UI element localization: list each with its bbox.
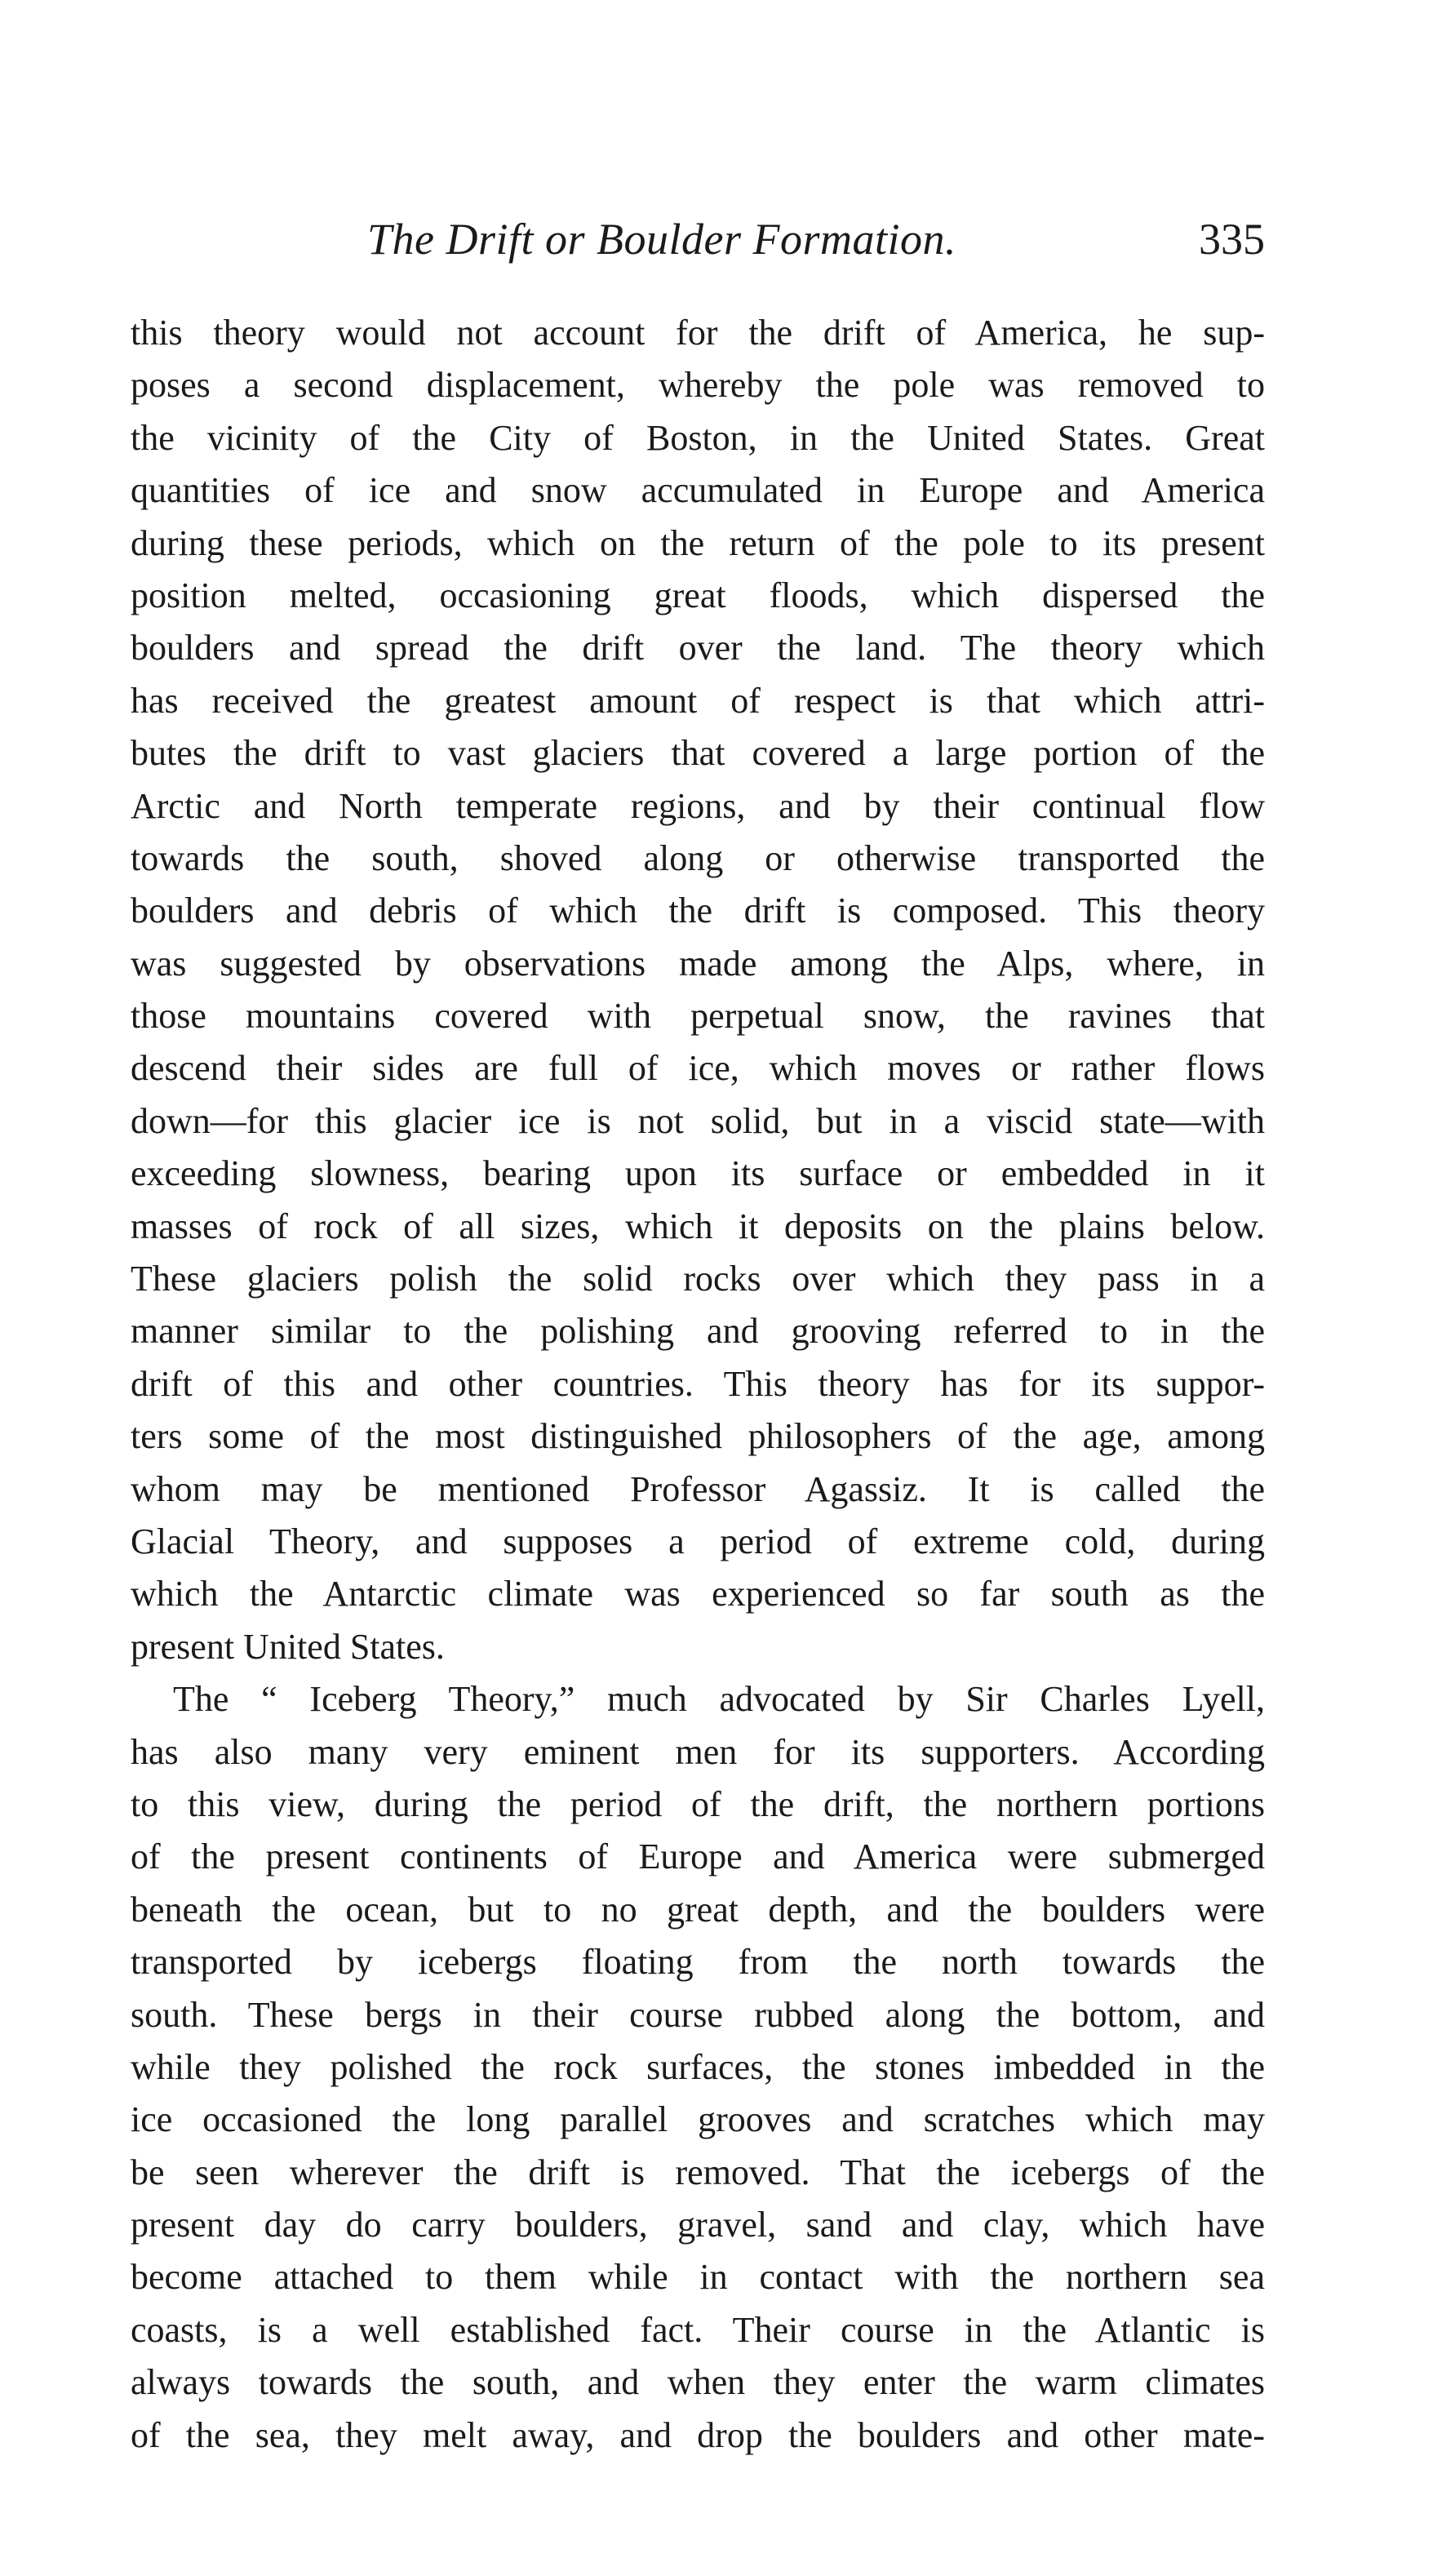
text-line: beneath the ocean, but to no great depth, and the boulders were xyxy=(131,1889,1265,1930)
text-line: exceeding slowness, bearing upon its surface or embedded in it xyxy=(131,1153,1265,1194)
running-head xyxy=(131,214,1265,279)
text-line: down—for this glacier ice is not solid, but in a viscid state—with xyxy=(131,1100,1265,1141)
text-line: present United States. xyxy=(131,1626,445,1667)
text-line: coasts, is a well established fact. Their course in the Atlantic is xyxy=(131,2309,1265,2350)
text-line: was suggested by observations made among the Alps, where, in xyxy=(131,943,1265,984)
text-line: towards the south, shoved along or otherwise transported the xyxy=(131,837,1265,878)
text-line: poses a second displacement, whereby the pole was removed to xyxy=(131,365,1265,406)
text-line: transported by icebergs floating from the north towards the xyxy=(131,1942,1265,1983)
text-line: position melted, occasioning great floods, which dispersed the xyxy=(131,575,1265,615)
text-line: Arctic and North temperate regions, and by their continual flow xyxy=(131,785,1265,826)
text-line: Glacial Theory, and supposes a period of extreme cold, during xyxy=(131,1521,1265,1561)
text-line: has received the greatest amount of respect is that which attri- xyxy=(131,680,1265,721)
text-line: to this view, during the period of the drift, the northern portions xyxy=(131,1783,1265,1824)
text-line: descend their sides are full of ice, which moves or rather flows xyxy=(131,1048,1265,1089)
text-line: ters some of the most distinguished philosophers of the age, among xyxy=(131,1416,1265,1457)
body-text xyxy=(131,307,1265,2462)
text-line: butes the drift to vast glaciers that covered a large portion of the xyxy=(131,733,1265,774)
text-line: become attached to them while in contact with the northern sea xyxy=(131,2257,1265,2298)
text-line: boulders and spread the drift over the land. The theory which xyxy=(131,628,1265,668)
text-line: be seen wherever the drift is removed. That the icebergs of the xyxy=(131,2152,1265,2192)
text-line: ice occasioned the long parallel grooves and scratches which may xyxy=(131,2099,1265,2140)
text-line: those mountains covered with perpetual snow, the ravines that xyxy=(131,996,1265,1037)
page-number: 335 xyxy=(1199,215,1265,264)
running-title: The Drift or Boulder Formation. xyxy=(367,215,957,264)
text-line: south. These bergs in their course rubbed along the bottom, and xyxy=(131,1994,1265,2035)
text-line: These glaciers polish the solid rocks over which they pass in a xyxy=(131,1259,1265,1299)
text-line: during these periods, which on the return of the pole to its present xyxy=(131,522,1265,563)
text-line: always towards the south, and when they enter the warm climates xyxy=(131,2362,1265,2403)
paragraph-2 xyxy=(131,1673,1265,2462)
text-line: which the Antarctic climate was experienced so far south as the xyxy=(131,1574,1265,1614)
text-line: boulders and debris of which the drift is composed. This theory xyxy=(131,890,1265,931)
text-line: the vicinity of the City of Boston, in the United States. Great xyxy=(131,417,1265,458)
paragraph-1 xyxy=(131,307,1265,1673)
text-line: present day do carry boulders, gravel, sand and clay, which have xyxy=(131,2205,1265,2245)
text-line: manner similar to the polishing and grooving referred to in the xyxy=(131,1311,1265,1352)
text-line: of the present continents of Europe and America were submerged xyxy=(131,1837,1265,1877)
text-line: whom may be mentioned Professor Agassiz. It is called the xyxy=(131,1468,1265,1509)
text-line: has also many very eminent men for its supporters. According xyxy=(131,1731,1265,1772)
text-line: while they polished the rock surfaces, the stones imbedded in the xyxy=(131,2046,1265,2087)
text-line: drift of this and other countries. This theory has for its suppor- xyxy=(131,1363,1265,1404)
text-line: quantities of ice and snow accumulated in Europe and America xyxy=(131,470,1265,511)
text-line: The “ Iceberg Theory,” much advocated by Sir Charles Lyell, xyxy=(173,1679,1265,1720)
text-line: this theory would not account for the drift of America, he sup- xyxy=(131,313,1265,353)
text-line: masses of rock of all sizes, which it deposits on the plains below. xyxy=(131,1206,1265,1246)
text-line: of the sea, they melt away, and drop the boulders and other mate- xyxy=(131,2414,1265,2455)
